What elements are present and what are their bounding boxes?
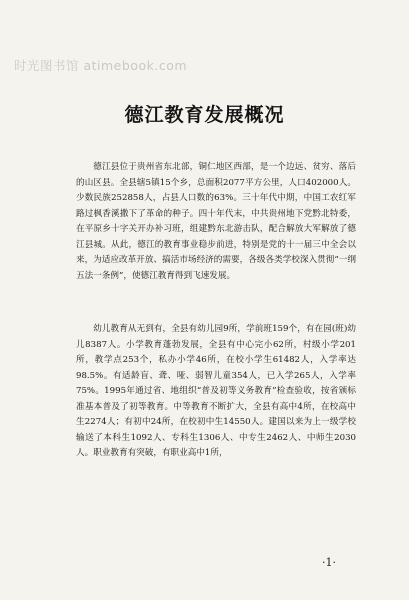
page-number: ·1· <box>322 556 336 569</box>
paragraph-1: 德江县位于贵州省东北部，铜仁地区西部，是一个边远、贫穷、落后的山区县。全县辖5镇15个乡，总面积2077平方公里，人口402000人。少数民族252858人，占县人口数的63%。三十年代中期，中国工农红军路过枫香溪撒下了革命的种子。四十年代末，中共贵州地下党黔北特委，在平原乡十字关开办补习班，组建黔东北游击队，配合解放大军解放了德江县城。从此，德江的教育事业稳步前进，特别是党的十一届三中全会以来，为适应改革开放、搞活市场经济的需要，各级各类学校深入贯彻“一纲五法一条例”，使德江教育得到飞速发展。 <box>76 162 356 281</box>
page-title: 德江教育发展概况 <box>124 104 285 126</box>
watermark: 时光图书馆 atimebook.com <box>14 58 188 73</box>
paragraph-2: 幼儿教育从无到有，全县有幼儿园9所，学前班159个，有在园(班)幼儿8387人。小学教育蓬勃发展，全县有中心完小62所，村级小学201所，教学点253个，私办小学46所，在校小学生61482人，入学率达98.5%。有适龄盲、聋、哑、弱智儿童354人，已入学265人，入学率75%。1995年通过省、地组织“普及初等义务教育”检查验收，按省颁标准基本普及了初等教育。中等教育不断扩大，全县有高中4所，在校高中生2274人；有初中24所，在校初中生14550人。建国以来为上一级学校输送了本科生1092人、专科生1306人、中专生2462人、中师生2030人。职业教育有突破，有职业高中1所， <box>76 324 356 458</box>
